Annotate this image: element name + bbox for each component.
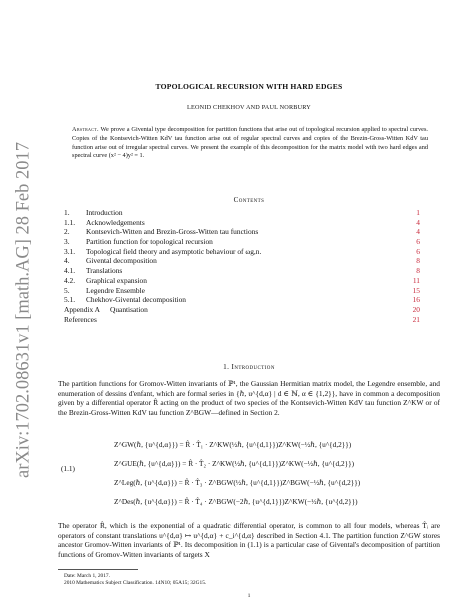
second-paragraph: The operator R̂, which is the exponential of a quadratic differential operator, is common to all four models, whereas T̂ᵢ are operators of constant translations u^{d,α} ↦ u^{d,α} + c_i^{d,α} described in Section 4.1. The partition function Z^GW stores ancestor Gromov-Witten invariants of ℙ¹. Its decomposition in (1.1) is a particular case of Givental's decomposition of partition functions of Gromov-Witten invariants of targets X — [58, 521, 440, 559]
abstract — [72, 126, 428, 161]
equation-leg: Z^Leg(ℏ, {u^{d,α}}) = R̂ · T̂₃ · Z^BGW(½ℏ, {u^{d,1}})Z^BGW(−½ℏ, {u^{d,2}}) — [114, 478, 361, 487]
toc-entry-number: 2. — [64, 227, 70, 237]
toc-entry-page-link[interactable]: 1 — [416, 208, 420, 217]
intro-paragraph: The partition functions for Gromov-Witten invariants of ℙ¹, the Gaussian Hermitian matrix model, the Legendre ensemble, and enumeration of dessins d'enfant, which are formal series in {ℏ, u^{d,α} | d ∈ ℕ, α ∈ {1,2}}, have in common a decomposition given by a differential operator R̂ acting on the product of two species of the Kontsevich-Witten KdV tau function Z^KW or of the Brezin-Gross-Witten KdV tau function Z^BGW—defined in Section 2. — [58, 379, 440, 417]
footnote-msc: 2010 Mathematics Subject Classification. 14N10; 05A15; 32G15. — [64, 580, 207, 586]
arxiv-stamp — [6, 120, 42, 500]
toc-entry[interactable] — [58, 227, 420, 237]
toc-entry-page-link[interactable]: 4 — [416, 217, 420, 227]
toc-entry[interactable] — [58, 247, 420, 257]
toc-entry-number: 4.1. — [64, 266, 76, 276]
toc-entry[interactable] — [58, 218, 420, 228]
toc-entry-number: Appendix A — [64, 304, 100, 314]
toc-entry[interactable] — [58, 266, 420, 276]
paper-title: TOPOLOGICAL RECURSION WITH HARD EDGES — [155, 82, 343, 91]
toc-entry-number: 3.1. — [64, 246, 76, 256]
toc-entry-page-link[interactable]: 6 — [416, 246, 420, 256]
toc-entry-page-link[interactable]: 20 — [412, 304, 420, 314]
toc-entry-page-link[interactable]: 6 — [416, 237, 420, 247]
toc-entry-number: 1. — [64, 208, 70, 217]
footnote-rule — [58, 569, 138, 570]
toc-entry-title: Graphical expansion — [86, 275, 147, 285]
arxiv-id: arXiv:1702.08631v1 [math.AG] 28 Feb 2017 — [13, 141, 34, 479]
toc-entry-title: Kontsevich-Witten and Brezin-Gross-Witten tau functions — [86, 227, 259, 237]
toc-entry-title: Topological field theory and asymptotic behaviour of ωg,n. — [86, 246, 262, 256]
toc-entry-title: Givental decomposition — [86, 256, 157, 266]
equation-gue: Z^GUE(ℏ, {u^{d,α}}) = R̂ · T̂₂ · Z^KW(½ℏ, {u^{d,1}})Z^KW(−½ℏ, {u^{d,2}}) — [114, 459, 355, 468]
toc-entry[interactable] — [58, 256, 420, 266]
toc-entry-page-link[interactable]: 8 — [416, 266, 420, 276]
toc-entry-page-link[interactable]: 15 — [412, 285, 420, 295]
toc-entry-number: 1.1. — [64, 217, 76, 227]
toc-entry[interactable] — [58, 237, 420, 247]
toc-entry-number: 4. — [64, 256, 70, 266]
toc-entry[interactable] — [58, 305, 420, 315]
toc-entry-title: Partition function for topological recursion — [86, 237, 213, 247]
abstract-label: Abstract. — [72, 126, 99, 133]
equation-label: (1.1) — [61, 464, 75, 473]
abstract-text: We prove a Givental type decomposition for partition functions that arise out of topological recursion applied to spectral curves. Copies of the Kontsevich-Witten KdV tau function arise out of regular spectral curves and copies of the Brezin-Gross-Witten KdV tau function arise out of irregular spectral curves. We present the example of this decomposition for the matrix model with two hard edges and spectral curve (x² − 4)y² = 1. — [72, 126, 428, 160]
toc-entry-title: Translations — [86, 266, 123, 276]
toc-entry[interactable] — [58, 286, 420, 296]
footnote-date: Date: March 1, 2017. — [64, 573, 110, 579]
equation-block — [58, 434, 440, 520]
toc-entry-title: Legendre Ensemble — [86, 285, 145, 295]
toc-entry-page-link[interactable]: 8 — [416, 256, 420, 266]
table-of-contents — [58, 208, 420, 324]
page-number: 1 — [247, 593, 251, 599]
toc-entry-number: 4.2. — [64, 275, 76, 285]
paper-authors: LEONID CHEKHOV AND PAUL NORBURY — [187, 104, 311, 111]
contents-heading: Contents — [233, 196, 265, 204]
section-heading: 1. Introduction — [223, 363, 275, 371]
toc-entry-page-link[interactable]: 11 — [412, 275, 420, 285]
toc-entry-page-link[interactable]: 16 — [412, 295, 420, 305]
toc-entry-title: Acknowledgements — [86, 217, 145, 227]
toc-entry-number: 5.1. — [64, 295, 76, 305]
toc-entry[interactable] — [58, 315, 420, 325]
toc-entry[interactable] — [58, 208, 420, 218]
toc-entry[interactable] — [58, 295, 420, 305]
toc-entry[interactable] — [58, 276, 420, 286]
equation-gw: Z^GW(ℏ, {u^{d,α}}) = R̂ · T̂₁ · Z^KW(½ℏ, {u^{d,1}})Z^KW(−½ℏ, {u^{d,2}}) — [114, 440, 352, 449]
toc-entry-page-link[interactable]: 4 — [416, 227, 420, 237]
toc-entry-number: References — [64, 314, 97, 324]
toc-entry-page-link[interactable]: 21 — [412, 314, 420, 324]
equation-des: Z^Des(ℏ, {u^{d,α}}) = R̂ · T̂₄ · Z^BGW(−2ℏ, {u^{d,1}})Z^KW(−½ℏ, {u^{d,2}}) — [114, 497, 358, 506]
toc-entry-title: Introduction — [86, 208, 123, 217]
toc-entry-title: Quantisation — [110, 304, 148, 314]
toc-entry-number: 3. — [64, 237, 70, 247]
toc-entry-title: Chekhov-Givental decomposition — [86, 295, 186, 305]
toc-entry-number: 5. — [64, 285, 70, 295]
